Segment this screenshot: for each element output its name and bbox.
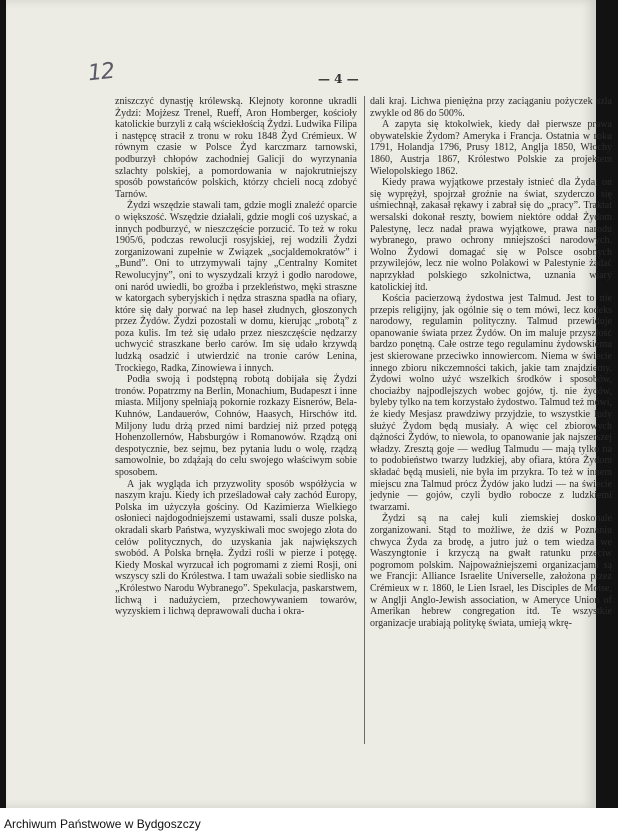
archive-name: Archiwum Państwowe w Bydgoszczy [4, 817, 201, 831]
archive-footer [0, 808, 618, 840]
paragraph: Żydzi wszędzie stawali tam, gdzie mogli znaleźć oparcie o większość. Wszędzie działali, gdzie mogli coś uzyskać, a innych podburzyć, w nieszczęście porzucić. To też w roku 1905/6, podczas rewolucji rosyjskiej, rej wodzili Żydzi zorganizowani zupełnie w Związek „socjaldemokratów” i „Bund”. Oni to utrzymywali tajny „Centralny Komitet Rewolucyjny”, oni to wyszydzali krzyż i godło narodowe, oni naród uwiedli, bo groźba i przekleństwo, męki straszne w katorgach syberyjskich i nędza straszna spadła na ofiary, które się dały porwać na lep haseł złudnych, głoszonych przez Żydów. Żydzi pozostali w domu, kierując „robotą” z poza kulis. Im też się udało przez nieszczęście nędzarzy uchwycić straszkane berło carów. Im się udało krzywdą ludzką osadzić i utwierdzić na tronie carów Lenina, Trockiego, Radka, Zinowiewa i innych. [115, 200, 357, 374]
paragraph: Podła swoją i podstępną robotą dobijała się Żydzi tronów. Popatrzmy na Berlin, Monachium, Budapeszt i inne miasta. Miljony spełniają pokornie rozkazy Eisnerów, Bela-Kuhnów, Landauerów, Cohnów, Haasych, Hirschów itd. Miljony ludu drżą przed nimi bardziej niż przed potęgą Hohenzollernów, Habsburgów i Romanowów. Rządzą oni despotycznie, bez sejmu, bez pytania ludu o wolę, rządzą samowolnie, bo zdążają do celu swojego właściwym sobie sposobem. [115, 374, 357, 478]
column-divider [364, 96, 365, 744]
left-text-column [115, 96, 357, 618]
paragraph: Żydzi są na całej kuli ziemskiej doskonale zorganizowani. Stąd to możliwe, że dziś w Poznaniu chwyca Żyda za brodę, a jutro już o tem wiedza we Waszyngtonie i krzyczą na gwałt ratunku przeciw pogromom polskim. Najpoważniejszemi organizacjami są we Francji: Alliance Israelite Universelle, założona przez Crémieux w r. 1860, le Lien Israel, les Disciples de Moise, w Anglji Anglo-Jewish association, w Ameryce Union of Amerikan hebrew congregation itd. Te wszystkie organizacje urabiają politykę świata, umieją wkrę- [370, 513, 612, 629]
paragraph: A zapyta się ktokolwiek, kiedy dał pierwsze prawa obywatelskie Żydom? Ameryka i Francja. Ostatnia w roku 1791, Holandja 1796, Prusy 1812, Anglja 1850, Włochy 1860, Austrja 1867, Królestwo Polskie za projektem Wielopolskiego 1862. [370, 119, 612, 177]
page-number: — 4 — [318, 72, 359, 86]
paragraph: Kiedy prawa wyjątkowe przestały istnieć dla Żyda, on się wyprężył, spojrzał groźnie na świat, szyderczo się uśmiechnął, zakasał rękawy i zabrał się do „pracy”. Traktat wersalski dokonał reszty, bowiem niektóre oddał Żydom Palestynę, lecz nadał prawa wyjątkowe, prawa narodu wybranego, prawo ochrony mniejszości narodowych. Wolno Żydowi domagać się w Polsce osobnych przywilejów, lecz nie wolno Polakowi w Palestynie żądać naprzykład polskiego szkolnictwa, uznania wiary katolickiej itd. [370, 177, 612, 293]
paragraph: dali kraj. Lichwa pieniężna przy zaciąganiu pożyczek szła zwykle od 86 do 500%. [370, 96, 612, 119]
pencil-annotation: 12 [86, 58, 116, 87]
right-text-column [370, 96, 612, 629]
paragraph: A jak wygląda ich przyzwolity sposób współżycia w naszym kraju. Kiedy ich prześladował cały zachód Europy, Polska im użyczyła gościny. Od Kazimierza Wielkiego osłonieci najdogodniejszemi ustawami, ssali dusze polska, okradali skarb Państwa, wyzyskiwali moc swojego złota do celów politycznych, do uzyskania jak największych swobód. A Polska brnęła. Żydzi rośli w pierze i potęgę. Kiedy Moskal wyrzucał ich pogromami z ziemi Rosji, oni wszyscy szli do Królestwa. I tam uważali sobie siedlisko na „Królestwo Narodu Wybranego”. Spekulacja, paskarstwem, lichwą i nadużyciem, przechowywaniem towarów, wyzyskiem i lichwą deprawowali ducha i okra- [115, 478, 357, 618]
paragraph: zniszczyć dynastję królewską. Klejnoty koronne ukradli Żydzi: Mojżesz Trenel, Rueff, Aron Homberger, kościoły katolickie burzyli z całą wściekłością Żydzi. Ludwika Filipa i następcę stracił z tronu w roku 1848 Żyd Crémieux. W równym czasie w Polsce Żyd karczmarz tarnowski, podburzył chłopów zachodniej Galicji do wyrzynania szlachty polskiej, a pomordowania w najokrutniejszy sposób powstańców polskich, którzy chcieli nocą zdobyć Tarnów. [115, 96, 357, 200]
paragraph: Kościa pacierzową żydostwa jest Talmud. Jest to nie przepis religijny, jak ogólnie się o tem mówi, lecz kodeks narodowy, regulamin polityczny. Talmud przewiduje opanowanie świata przez Żydów. On im maluje przyszłość bardzo ponętną. Całe ostrze tego regulaminu żydowskiemu jest skierowane przeciwko innowiercom. Niema w świecie innego zbioru nikczemności takich, jakie tam znajdziemy. Żydowi wolno użyć wszelkich środków i sposobów, chociażby najpodlejszych wobec gojów, tj. nie żydów, byleby tylko na tem korzystało żydostwo. Talmud też mówi, że kiedy Mesjasz prawdziwy przyjdzie, to wszystkie ludy służyć Żydom będą musiały. A więc cel zbiorowych dążności Żydów, to niewola, to opanowanie jak najszerszej władzy. Zresztą goje — według Talmudu — mają tylko na to podobieństwo twarzy ludzkiej, aby ofiara, która Żydom składać będą musieli, nie była im przykra. To też w innem miejscu zna Talmud prócz Żydów jako ludzi — na świecie jedynie — gojów, czyli bydło robocze z ludzkiemi twarzami. [370, 293, 612, 513]
